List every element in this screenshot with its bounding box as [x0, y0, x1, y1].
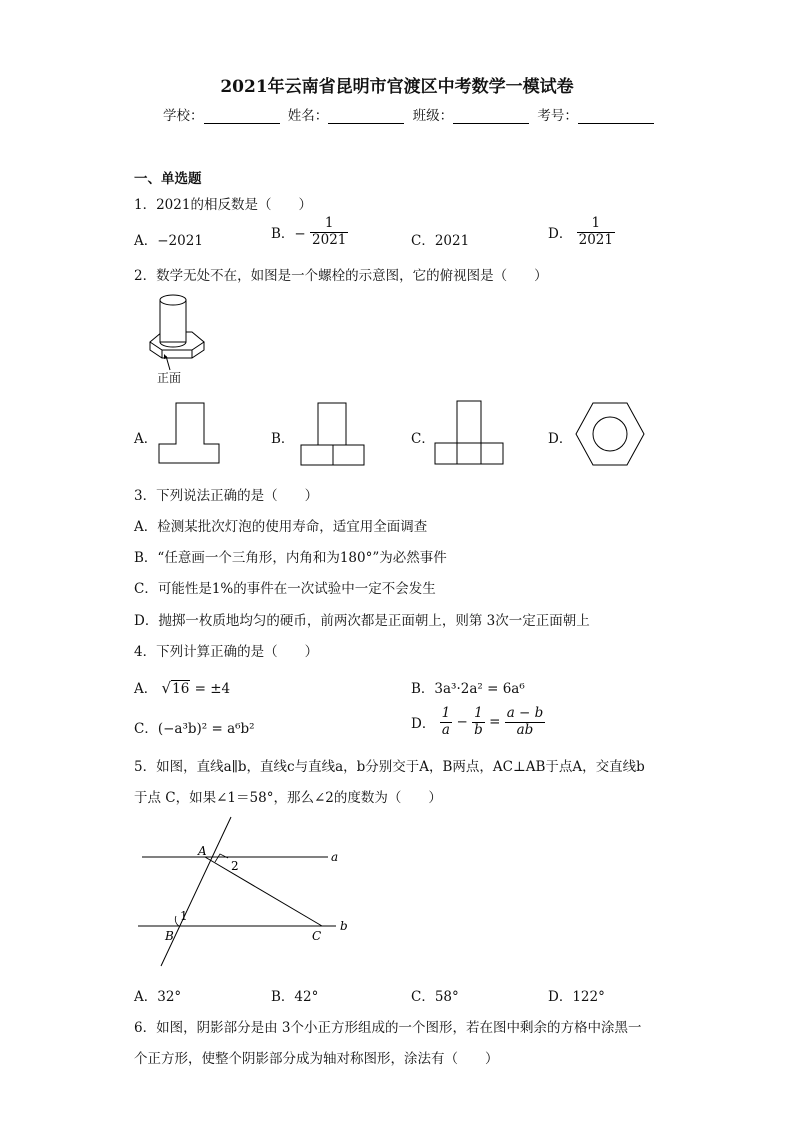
q1-option-d-prefix: D． — [548, 226, 573, 243]
q1-option-d — [548, 216, 615, 248]
q4-d-minus: − — [456, 714, 468, 731]
q2-option-a-figure — [158, 402, 220, 464]
q5-stem-line2: 于点 C，如果∠1＝58°，那么∠2的度数为（ ） — [134, 790, 442, 806]
exam-title: 2021年云南省昆明市官渡区中考数学一模试卷 — [220, 77, 574, 97]
section-heading: 一、单选题 — [134, 171, 202, 187]
q3-option-b: B．“任意画一个三角形，内角和为180°”为必然事件 — [134, 550, 447, 566]
q4-d-f1-num: 1 — [441, 705, 451, 721]
exam-number-label: 考号： — [537, 108, 578, 124]
q1-option-d-fraction — [577, 216, 615, 248]
q2-option-b: B． — [271, 431, 295, 447]
q6-stem-line2: 个正方形，使整个阴影部分成为轴对称图形，涂法有（ ） — [134, 1051, 499, 1067]
q4-stem: 4．下列计算正确的是（ ） — [134, 644, 319, 660]
q4-d-f3-den: ab — [505, 722, 546, 739]
name-label: 姓名： — [287, 108, 329, 124]
q4-option-c: C．(−a³b)² = a⁶b² — [134, 721, 255, 737]
line-a-label: a — [331, 850, 339, 864]
q5-option-c: C．58° — [411, 989, 459, 1005]
name-blank — [328, 109, 404, 124]
class-blank — [453, 109, 529, 124]
q4-radicand: 16 — [172, 681, 190, 697]
sqrt-sign: √ — [161, 679, 172, 697]
front-label: 正面 — [157, 371, 182, 385]
q3-option-a: A．检测某批次灯泡的使用寿命，适宜用全面调查 — [134, 519, 428, 535]
q5-stem-line1: 5．如图，直线a∥b，直线c与直线a，b分别交于A，B两点，AC⊥AB于点A，交直线b — [134, 759, 645, 775]
q1-b-numerator: 1 — [324, 215, 334, 231]
q4-option-a-rest: = ±4 — [194, 681, 231, 697]
q1-option-a: A．−2021 — [134, 233, 203, 249]
q1-option-b-fraction — [310, 216, 348, 248]
q5-option-d: D．122° — [548, 989, 605, 1005]
line-b-label: b — [340, 919, 348, 933]
point-C-label: C — [312, 929, 322, 943]
q4-d-f1-den: a — [440, 722, 453, 739]
q5-option-b: B．42° — [271, 989, 319, 1005]
student-info-line — [163, 104, 658, 124]
q4-option-d — [411, 706, 545, 738]
q4-option-a — [134, 677, 230, 697]
q2-option-b-figure — [300, 402, 366, 466]
q4-d-f2-num: 1 — [474, 705, 483, 721]
parallel-lines-figure — [130, 812, 360, 972]
q4-d-fraction-2 — [472, 706, 485, 738]
q2-option-c: C． — [411, 431, 435, 447]
point-B-label: B — [165, 929, 174, 943]
q1-stem: 1．2021的相反数是（ ） — [134, 197, 312, 213]
q2-option-d: D． — [548, 431, 573, 447]
q2-stem: 2．数学无处不在，如图是一个螺栓的示意图，它的俯视图是（ ） — [134, 268, 548, 284]
q3-option-d: D．抛掷一枚质地均匀的硬币，前两次都是正面朝上，则第 3次一定正面朝上 — [134, 613, 590, 629]
q4-option-b: B．3a³·2a² = 6a⁶ — [411, 681, 525, 697]
q5-option-a: A．32° — [134, 989, 182, 1005]
class-label: 班级： — [412, 108, 454, 124]
school-blank — [204, 109, 280, 124]
q4-d-f2-den: b — [474, 721, 483, 738]
q1-option-b-prefix: B．− — [271, 226, 306, 243]
q4-d-fraction-3 — [505, 706, 546, 738]
angle-1-label: 1 — [180, 909, 188, 923]
q4-d-fraction-1 — [440, 706, 453, 738]
q3-option-c: C．可能性是1%的事件在一次试验中一定不会发生 — [134, 581, 436, 597]
q6-stem-line1: 6．如图，阴影部分是由 3个小正方形组成的一个图形，若在图中剩余的方格中涂黑一 — [134, 1020, 642, 1036]
q2-option-d-figure — [575, 402, 645, 466]
q1-d-denominator: 2021 — [578, 231, 613, 248]
q2-option-c-figure — [434, 400, 504, 466]
point-A-label: A — [198, 844, 207, 858]
q1-option-b — [271, 216, 348, 248]
exam-number-blank — [578, 109, 654, 124]
school-label: 学校： — [163, 108, 204, 124]
q4-d-f3-num: a − b — [506, 705, 544, 721]
q4-d-equals: = — [489, 714, 501, 731]
q2-option-a: A． — [134, 431, 158, 447]
q1-b-denominator: 2021 — [312, 231, 347, 248]
q1-option-c: C．2021 — [411, 233, 470, 249]
q3-stem: 3．下列说法正确的是（ ） — [134, 488, 319, 504]
q4-option-a-prefix: A． — [134, 681, 158, 697]
angle-2-label: 2 — [231, 859, 239, 873]
q4-option-d-prefix: D． — [411, 716, 436, 733]
q1-d-numerator: 1 — [591, 215, 601, 231]
